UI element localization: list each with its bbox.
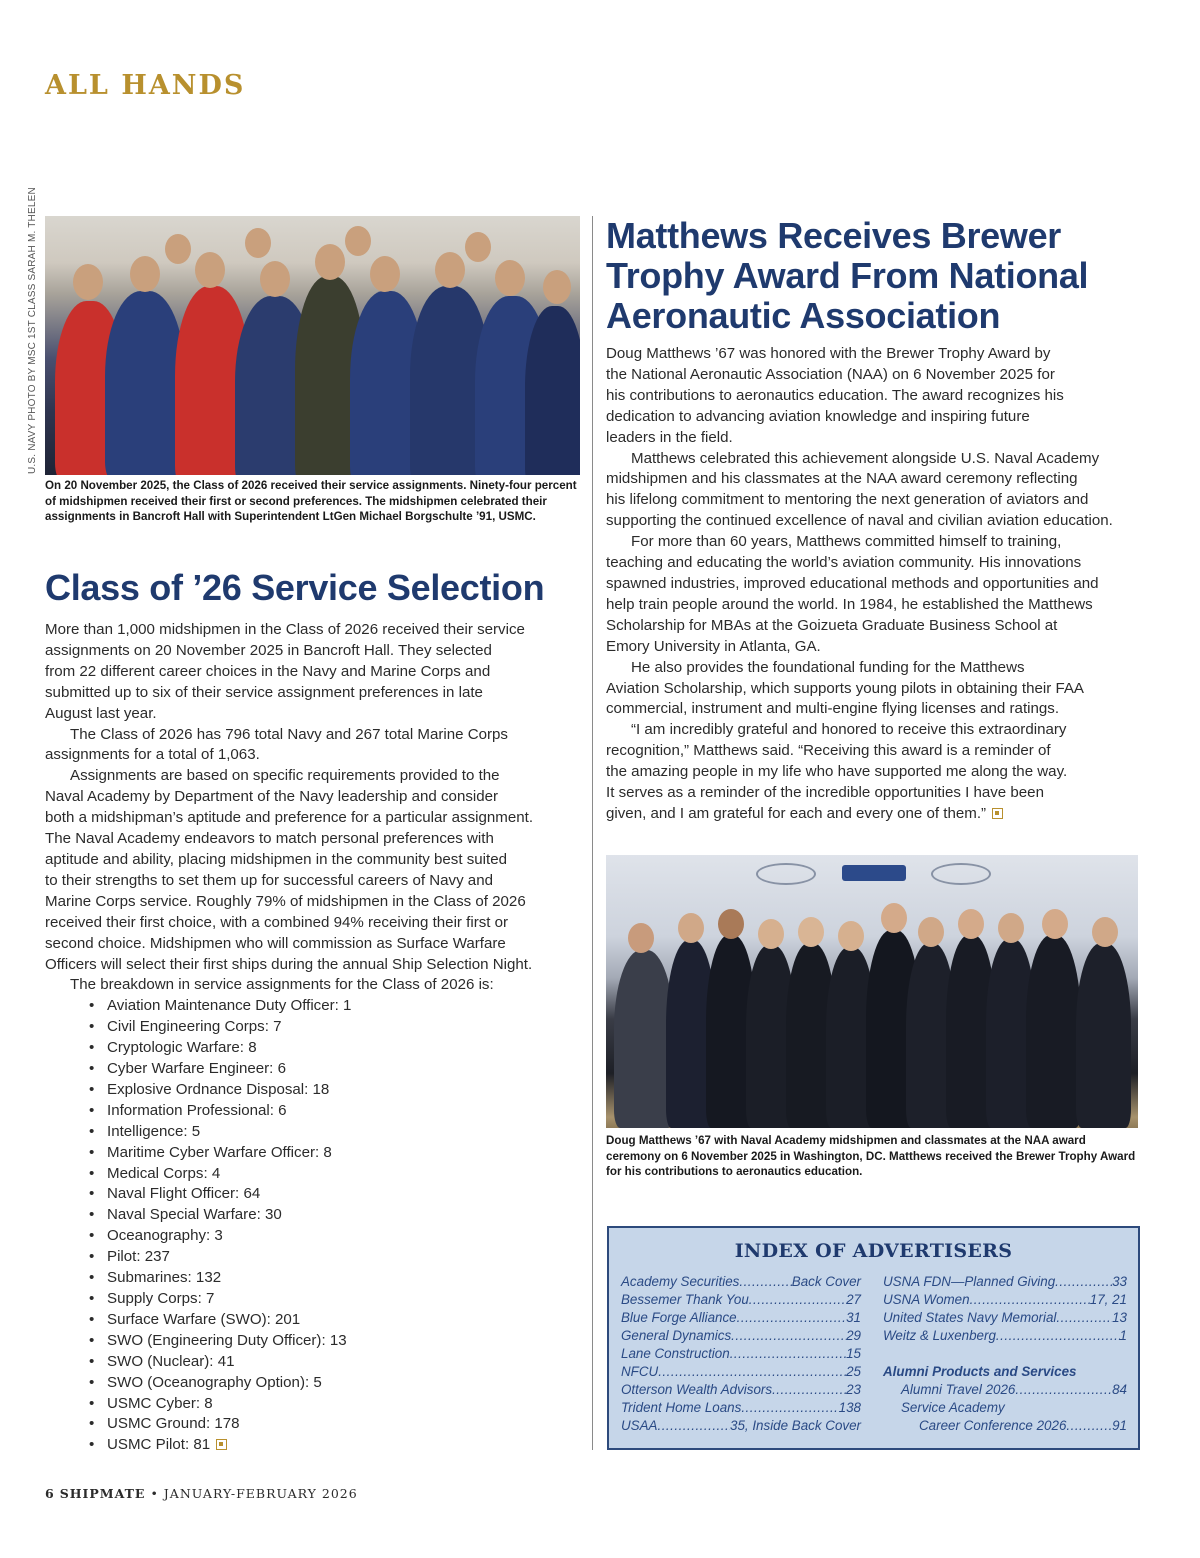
- article-body: [45, 620, 585, 1456]
- advertiser-page: 35, Inside Back Cover: [730, 1418, 861, 1433]
- leader-dots: [741, 1399, 838, 1417]
- text-line: supporting the continued excellence of naval and civilian aviation education.: [606, 512, 1113, 530]
- text-line: Aviation Scholarship, which supports young pilots in obtaining their FAA: [606, 679, 1084, 697]
- text-line: his lifelong commitment to mentoring the next generation of aviators and: [606, 491, 1089, 509]
- article-body: [606, 344, 1146, 825]
- index-subhead: Alumni Products and Services: [883, 1364, 1077, 1379]
- text-line: For more than 60 years, Matthews committed himself to training,: [631, 533, 1062, 551]
- leader-dots: [1056, 1309, 1112, 1327]
- assignment-item: • Cryptologic Warfare: 8: [107, 1038, 585, 1059]
- text-line: given, and I am grateful for each and every one of them.”: [606, 804, 1146, 825]
- index-entry: [883, 1381, 1127, 1399]
- assignments-list: [107, 996, 585, 1456]
- assignment-item: • Civil Engineering Corps: 7: [107, 1017, 585, 1038]
- leader-dots: [1015, 1381, 1112, 1399]
- index-entry: [883, 1273, 1127, 1291]
- advertiser-page: 15: [846, 1346, 861, 1361]
- text-line: teaching and educating the world’s aviation community. His innovations: [606, 554, 1082, 572]
- photo-caption: Doug Matthews ’67 with Naval Academy midshipmen and classmates at the NAA award ceremony on 6 November 2025 in Washington, DC. Matthews received the Brewer Trophy Award for his contributions to aeronautics education.: [606, 1134, 1136, 1179]
- index-entry: [621, 1291, 861, 1309]
- index-entry: [621, 1363, 861, 1381]
- assignment-item: • SWO (Oceanography Option): 5: [107, 1373, 585, 1394]
- page-number: 6: [45, 1486, 55, 1501]
- photo-caption: On 20 November 2025, the Class of 2026 received their service assignments. Ninety-four percent of midshipmen received their first or second preferences. The midshipmen celebrated their assignments in Bancroft Hall with Superintendent LtGen Michael Borgschulte ’91, USMC.: [45, 479, 577, 524]
- advertiser-page: 25: [846, 1364, 861, 1379]
- text-line: Scholarship for MBAs at the Goizueta Graduate Business School at: [606, 616, 1058, 634]
- text-line: Marine Corps service. Roughly 79% of midshipmen in the Class of 2026: [45, 892, 526, 910]
- index-title: INDEX OF ADVERTISERS: [734, 1240, 1013, 1262]
- advertiser-page: 91: [1112, 1418, 1127, 1433]
- text-line: August last year.: [45, 704, 157, 722]
- assignment-item: • USMC Pilot: 81: [107, 1435, 585, 1456]
- assignment-item: • Maritime Cyber Warfare Officer: 8: [107, 1143, 585, 1164]
- index-entry: [621, 1399, 861, 1417]
- advertiser-page: 31: [846, 1310, 861, 1325]
- advertiser-page: 27: [846, 1292, 861, 1307]
- article-headline: Class of ’26 Service Selection: [45, 567, 545, 608]
- assignment-item: • Explosive Ordnance Disposal: 18: [107, 1080, 585, 1101]
- index-sub-label: Service Academy: [901, 1400, 1005, 1415]
- assignment-item: • Aviation Maintenance Duty Officer: 1: [107, 996, 585, 1017]
- text-line: “I am incredibly grateful and honored to receive this extraordinary: [631, 721, 1067, 739]
- text-line: help train people around the world. In 1984, he established the Matthews: [606, 595, 1093, 613]
- advertiser-name: United States Navy Memorial: [883, 1310, 1057, 1325]
- assignment-item: • Pilot: 237: [107, 1247, 585, 1268]
- leader-dots: [1055, 1273, 1112, 1291]
- article-paragraphs: [606, 344, 1146, 825]
- text-line: aptitude and ability, placing midshipmen in the community best suited: [45, 850, 508, 868]
- text-line: The breakdown in service assignments for the Class of 2026 is:: [70, 976, 494, 994]
- leader-dots: [772, 1381, 846, 1399]
- text-line: spawned industries, improved educational methods and opportunities and: [606, 574, 1099, 592]
- advertiser-name: Otterson Wealth Advisors: [621, 1382, 773, 1397]
- advertiser-name: Trident Home Loans: [621, 1400, 742, 1415]
- advertiser-page: 23: [846, 1382, 861, 1397]
- text-line: received their first choice, with a combined 94% receiving their first or: [45, 913, 509, 931]
- text-line: the amazing people in my life who have supported me along the way.: [606, 763, 1068, 781]
- advertiser-name: Blue Forge Alliance: [621, 1310, 737, 1325]
- advertiser-name: Weitz & Luxenberg: [883, 1328, 996, 1343]
- advertiser-name: Career Conference 2026: [919, 1418, 1067, 1433]
- advertiser-page: 138: [838, 1400, 861, 1415]
- text-line: assignments for a total of 1,063.: [45, 746, 260, 764]
- text-line: assignments on 20 November 2025 in Bancroft Hall. They selected: [45, 641, 492, 659]
- issue-date: JANUARY-FEBRUARY 2026: [163, 1486, 358, 1501]
- advertiser-page: Back Cover: [791, 1274, 861, 1289]
- advertiser-name: Lane Construction: [621, 1346, 730, 1361]
- assignment-item: • Information Professional: 6: [107, 1101, 585, 1122]
- leader-dots: [730, 1345, 846, 1363]
- text-line: Naval Academy by Department of the Navy leadership and consider: [45, 788, 499, 806]
- leader-dots: [731, 1327, 846, 1345]
- leader-dots: [739, 1273, 791, 1291]
- assignment-item: • Cyber Warfare Engineer: 6: [107, 1059, 585, 1080]
- text-line: from 22 different career choices in the Navy and Marine Corps and: [45, 662, 491, 680]
- advertiser-page: 13: [1112, 1310, 1127, 1325]
- assignment-item: • USMC Cyber: 8: [107, 1394, 585, 1415]
- column-divider: [592, 216, 593, 1450]
- index-column-right: [883, 1273, 1127, 1435]
- assignment-item: • USMC Ground: 178: [107, 1414, 585, 1435]
- publication-name: SHIPMATE: [59, 1486, 146, 1501]
- advertiser-name: USNA FDN—Planned Giving: [883, 1274, 1056, 1289]
- leader-dots: [657, 1417, 730, 1435]
- advertiser-name: Academy Securities: [621, 1274, 740, 1289]
- assignment-item: • Naval Flight Officer: 64: [107, 1184, 585, 1205]
- text-line: Assignments are based on specific requirements provided to the: [70, 767, 500, 785]
- index-entry: [621, 1417, 861, 1435]
- advertiser-name: Alumni Travel 2026: [901, 1382, 1016, 1397]
- text-line: The Class of 2026 has 796 total Navy and 267 total Marine Corps: [70, 725, 508, 743]
- assignment-item: • Surface Warfare (SWO): 201: [107, 1310, 585, 1331]
- advertiser-name: USNA Women: [883, 1292, 970, 1307]
- index-entry: [883, 1291, 1127, 1309]
- text-line: Officers will select their first ships during the annual Ship Selection Night.: [45, 955, 533, 973]
- assignment-item: • Oceanography: 3: [107, 1226, 585, 1247]
- section-label: ALL HANDS: [45, 70, 246, 101]
- index-entry: [621, 1345, 861, 1363]
- index-sub-rows: [883, 1381, 1127, 1399]
- photo-credit: U.S. NAVY PHOTO BY MSC 1ST CLASS SARAH M. THELEN: [27, 187, 38, 474]
- article-headline: Matthews Receives Brewer Trophy Award From National Aeronautic Association: [606, 215, 1089, 336]
- index-entry: [883, 1417, 1127, 1435]
- advertiser-page: 84: [1112, 1382, 1127, 1397]
- leader-dots: [970, 1291, 1090, 1309]
- advertiser-name: Bessemer Thank You: [621, 1292, 749, 1307]
- index-entry: [883, 1327, 1127, 1345]
- text-line: both a midshipman’s aptitude and preference for a particular assignment.: [45, 809, 534, 827]
- text-line: The Naval Academy endeavors to match personal preferences with: [45, 830, 494, 848]
- index-right-rows: [883, 1273, 1127, 1345]
- advertiser-name: NFCU: [621, 1364, 659, 1379]
- text-line: to their strengths to set them up for successful careers of Navy and: [45, 871, 493, 889]
- advertiser-page: 29: [846, 1328, 861, 1343]
- assignment-item: • SWO (Engineering Duty Officer): 13: [107, 1331, 585, 1352]
- text-line: commercial, instrument and multi-engine flying licenses and ratings.: [606, 700, 1060, 718]
- text-line: dedication to advancing aviation knowledge and inspiring future: [606, 407, 1030, 425]
- text-line: midshipmen and his classmates at the NAA award ceremony reflecting: [606, 470, 1078, 488]
- index-entry: [621, 1309, 861, 1327]
- assignment-item: • SWO (Nuclear): 41: [107, 1352, 585, 1373]
- text-line: More than 1,000 midshipmen in the Class of 2026 received their service: [45, 621, 525, 638]
- index-entry: [621, 1327, 861, 1345]
- leader-dots: [737, 1309, 846, 1327]
- end-mark-icon: [992, 808, 1003, 819]
- text-line: Matthews celebrated this achievement alongside U.S. Naval Academy: [631, 449, 1100, 467]
- leader-dots: [749, 1291, 846, 1309]
- text-line: submitted up to six of their service assignment preferences in late: [45, 683, 483, 701]
- text-line: leaders in the field.: [606, 428, 733, 446]
- advertiser-page: 33: [1112, 1274, 1127, 1289]
- index-of-advertisers: [607, 1226, 1140, 1450]
- text-line: recognition,” Matthews said. “Receiving this award is a reminder of: [606, 742, 1051, 760]
- assignment-item: • Submarines: 132: [107, 1268, 585, 1289]
- text-line: He also provides the foundational funding for the Matthews: [631, 658, 1025, 676]
- assignment-item: • Intelligence: 5: [107, 1122, 585, 1143]
- assignment-item: • Supply Corps: 7: [107, 1289, 585, 1310]
- text-line: his contributions to aeronautics education. The award recognizes his: [606, 386, 1064, 404]
- page-footer: [45, 1486, 358, 1501]
- assignment-item: • Naval Special Warfare: 30: [107, 1205, 585, 1226]
- text-line: Emory University in Atlanta, GA.: [606, 637, 821, 655]
- assignment-item: • Medical Corps: 4: [107, 1164, 585, 1185]
- leader-dots: [658, 1363, 846, 1381]
- advertiser-name: USAA: [621, 1418, 658, 1433]
- article-paragraphs: [45, 620, 585, 996]
- index-column-left: [621, 1273, 861, 1435]
- leader-dots: [1066, 1417, 1112, 1435]
- footer-separator: •: [150, 1486, 159, 1501]
- advertiser-page: 17, 21: [1089, 1292, 1127, 1307]
- text-line: Doug Matthews ’67 was honored with the Brewer Trophy Award by: [606, 345, 1051, 362]
- leader-dots: [996, 1327, 1120, 1345]
- index-entry: [621, 1381, 861, 1399]
- index-entry: [883, 1309, 1127, 1327]
- advertiser-name: General Dynamics: [621, 1328, 732, 1343]
- advertiser-page: 1: [1119, 1328, 1127, 1343]
- text-line: It serves as a reminder of the incredible opportunities I have been: [606, 784, 1044, 802]
- midshipmen-group-photo: [45, 216, 580, 475]
- end-mark-icon: [216, 1439, 227, 1450]
- index-entry: [621, 1273, 861, 1291]
- text-line: the National Aeronautic Association (NAA) on 6 November 2025 for: [606, 365, 1055, 383]
- naa-ceremony-photo: [606, 855, 1138, 1128]
- text-line: second choice. Midshipmen who will commission as Surface Warfare: [45, 934, 506, 952]
